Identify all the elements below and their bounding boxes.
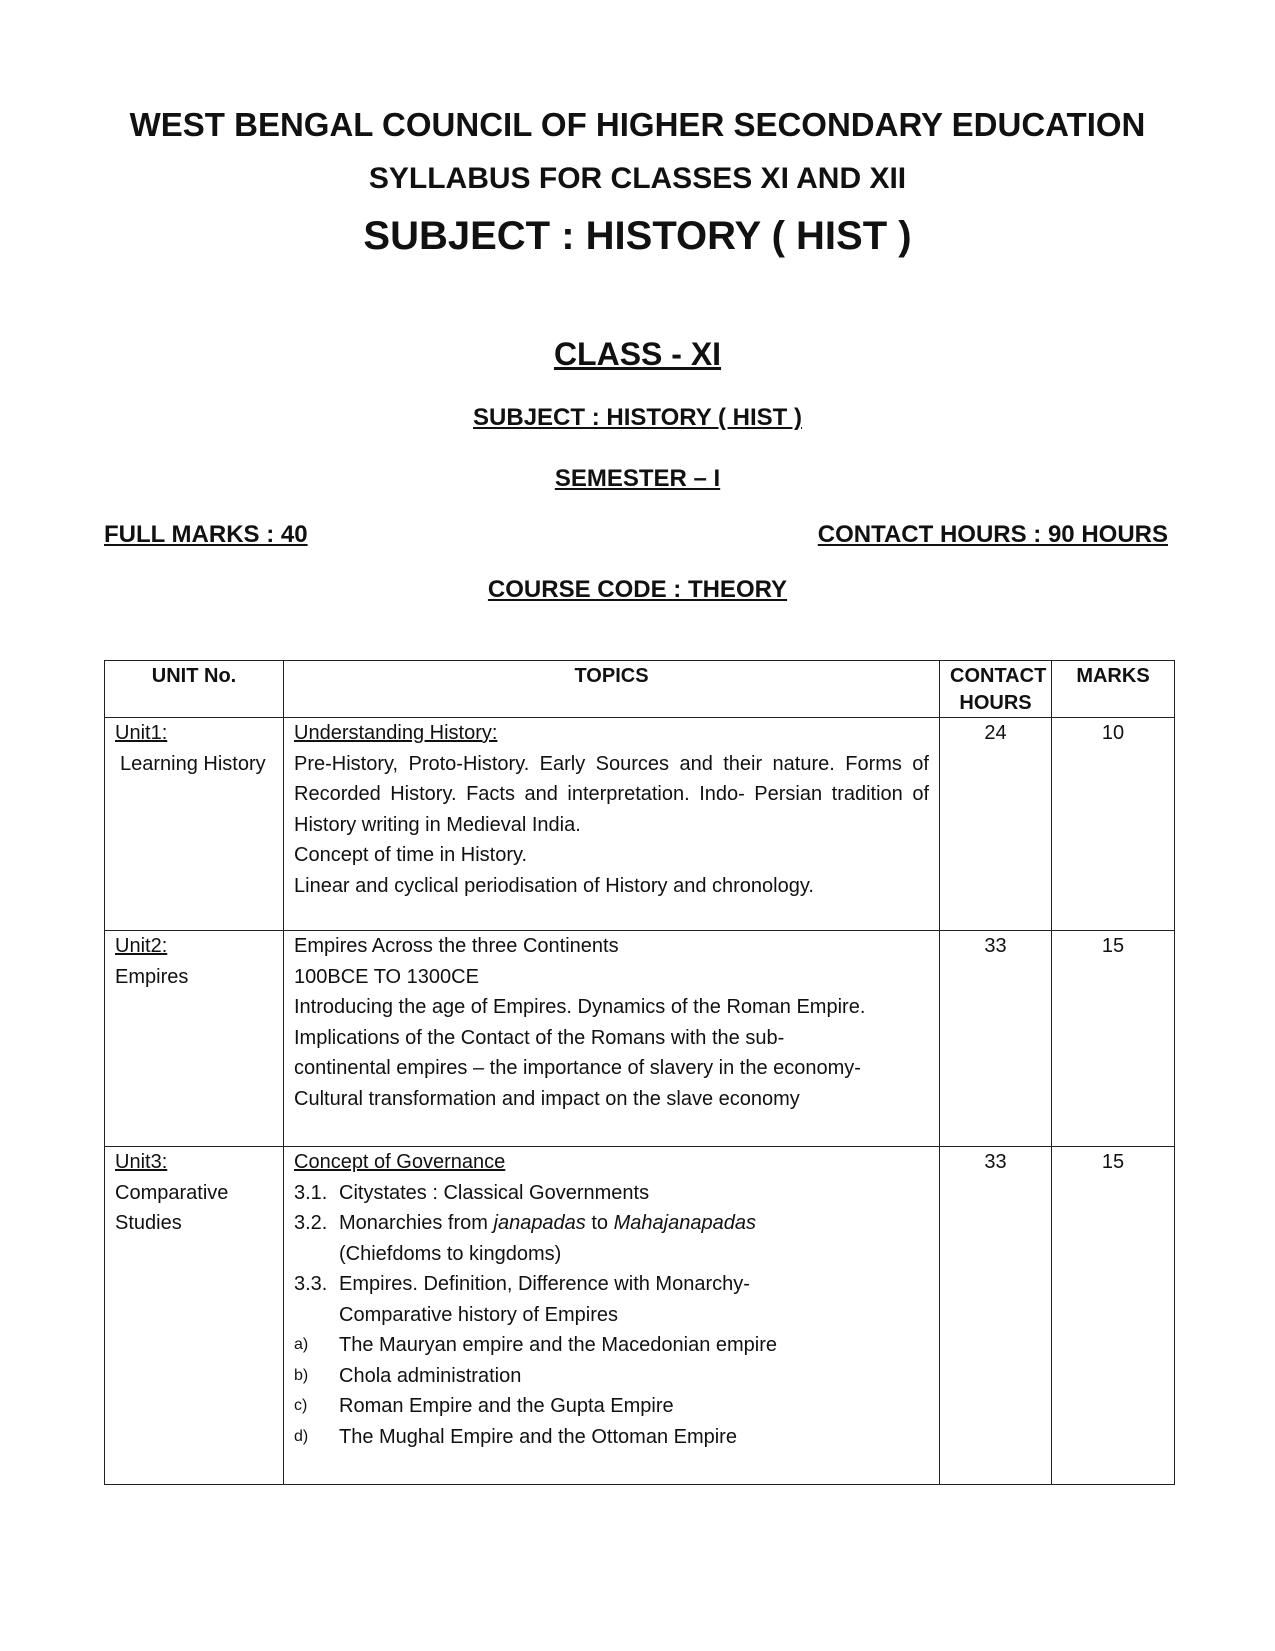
item-number: 3.1. xyxy=(294,1181,328,1204)
item-text: The Mauryan empire and the Macedonian empire xyxy=(339,1334,778,1356)
hours-cell: 33 xyxy=(940,1147,1052,1485)
subject-subtitle: SUBJECT : HISTORY ( HIST ) xyxy=(473,404,802,431)
list-item xyxy=(294,1391,929,1422)
topics-cell xyxy=(284,1147,940,1485)
item-text-part: to xyxy=(585,1212,614,1234)
item-emphasis: janapadas xyxy=(493,1212,586,1234)
council-title: WEST BENGAL COUNCIL OF HIGHER SECONDARY EDUCATION xyxy=(129,106,1146,143)
full-marks: FULL MARKS : 40 xyxy=(104,521,308,548)
item-text: Roman Empire and the Gupta Empire xyxy=(339,1395,674,1417)
marks-cell: 10 xyxy=(1052,718,1175,931)
item-letter: c) xyxy=(294,1397,308,1414)
unit-name: Empires xyxy=(115,965,189,988)
table-row xyxy=(105,931,1175,1147)
item-continuation: Comparative history of Empires xyxy=(339,1303,618,1326)
unit-cell xyxy=(105,718,284,931)
hours-cell: 33 xyxy=(940,931,1052,1147)
topic-line: 100BCE TO 1300CE xyxy=(294,965,479,988)
table-header-row xyxy=(105,661,1175,718)
header-topics: TOPICS xyxy=(284,661,940,718)
topic-line: Linear and cyclical periodisation of History and chronology. xyxy=(294,874,814,897)
semester-title: SEMESTER – I xyxy=(554,465,721,492)
list-item xyxy=(294,1178,929,1209)
list-item xyxy=(294,1208,929,1239)
list-item xyxy=(294,1361,929,1392)
topic-line: Implications of the Contact of the Romans with the sub- xyxy=(294,1026,785,1049)
topic-heading: Understanding History: xyxy=(294,722,498,744)
syllabus-title: SYLLABUS FOR CLASSES XI AND XII xyxy=(368,162,907,195)
topic-heading: Concept of Governance xyxy=(294,1151,506,1173)
item-text-part: Monarchies from xyxy=(339,1212,494,1234)
topic-line: Cultural transformation and impact on the slave economy xyxy=(294,1087,800,1110)
item-emphasis: Mahajanapadas xyxy=(613,1212,756,1234)
topic-line: continental empires – the importance of slavery in the economy- xyxy=(294,1057,861,1079)
table-row xyxy=(105,1147,1175,1485)
unit-number: Unit2: xyxy=(115,935,168,957)
item-letter: d) xyxy=(294,1427,309,1445)
topic-heading: Empires Across the three Continents xyxy=(294,935,619,957)
topics-cell xyxy=(284,718,940,931)
item-text: The Mughal Empire and the Ottoman Empire xyxy=(339,1425,737,1448)
topic-paragraph: Introducing the age of Empires. Dynamics of the Roman Empire. xyxy=(294,996,866,1018)
header-hours-line-1: CONTACT xyxy=(950,665,1047,687)
unit-number: Unit1: xyxy=(115,722,168,744)
header-unit: UNIT No. xyxy=(105,661,284,718)
item-number: 3.2. xyxy=(294,1212,328,1234)
unit-name: Studies xyxy=(115,1212,182,1234)
item-text: Citystates : Classical Governments xyxy=(339,1181,650,1204)
topics-cell xyxy=(284,931,940,1147)
list-item xyxy=(294,1269,929,1300)
table-row xyxy=(105,718,1175,931)
item-number: 3.3. xyxy=(294,1273,328,1295)
list-item xyxy=(294,1330,929,1361)
unit-cell xyxy=(105,1147,284,1485)
item-continuation: (Chiefdoms to kingdoms) xyxy=(339,1242,562,1265)
course-code: COURSE CODE : THEORY xyxy=(487,576,788,603)
header-hours-line-2: HOURS xyxy=(959,692,1032,714)
item-text xyxy=(339,1208,756,1239)
syllabus-table xyxy=(104,660,1175,1485)
marks-cell: 15 xyxy=(1052,931,1175,1147)
unit-name: Comparative xyxy=(115,1181,229,1204)
unit-name: Learning History xyxy=(120,752,266,775)
unit-cell xyxy=(105,931,284,1147)
topic-paragraph: Pre-History, Proto-History. Early Sources and their nature. Forms of Recorded History. Facts and interpretation. Indo- Persian tradition of History writing in Medieval India. xyxy=(294,752,929,836)
list-item xyxy=(294,1422,929,1453)
item-letter: a) xyxy=(294,1336,309,1353)
class-title: CLASS - XI xyxy=(553,336,722,372)
hours-cell: 24 xyxy=(940,718,1052,931)
header-marks: MARKS xyxy=(1052,661,1175,718)
unit-number: Unit3: xyxy=(115,1151,168,1173)
item-text: Chola administration xyxy=(339,1364,522,1387)
header-contact-hours xyxy=(940,661,1052,718)
subject-title: SUBJECT : HISTORY ( HIST ) xyxy=(363,214,912,258)
contact-hours: CONTACT HOURS : 90 HOURS xyxy=(817,521,1168,548)
marks-cell: 15 xyxy=(1052,1147,1175,1485)
item-text: Empires. Definition, Difference with Monarchy- xyxy=(339,1273,750,1295)
item-letter: b) xyxy=(294,1366,309,1384)
topic-line: Concept of time in History. xyxy=(294,844,528,866)
